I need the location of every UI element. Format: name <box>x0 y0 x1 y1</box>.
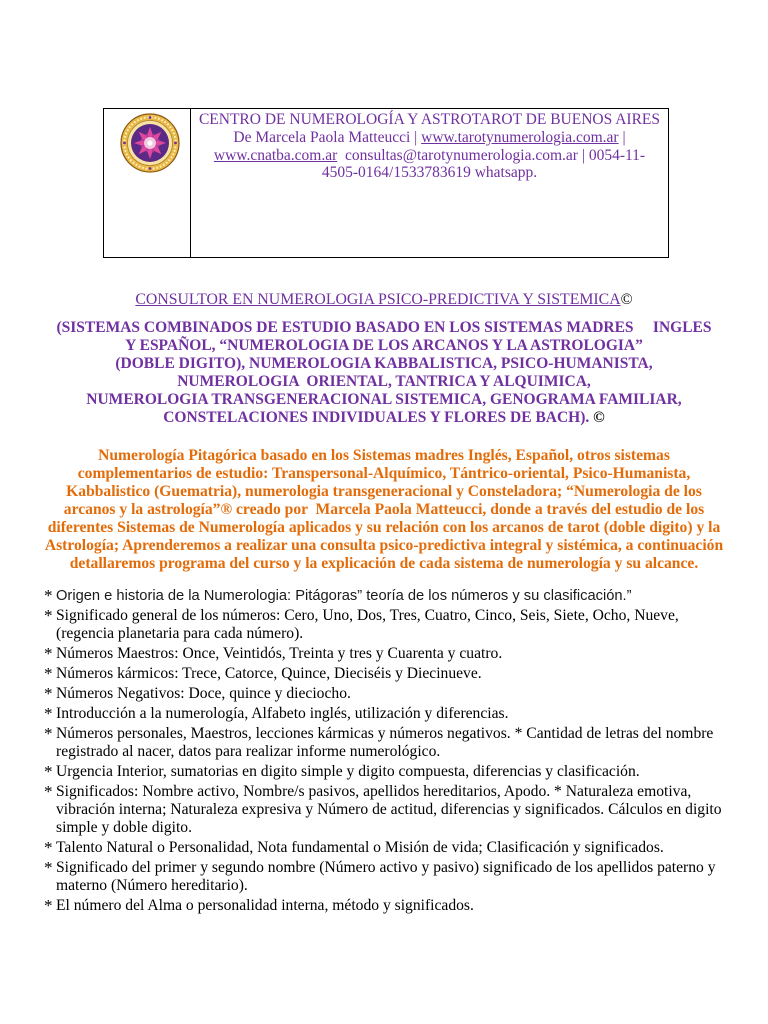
header-info <box>191 111 668 182</box>
syllabus-item-line: Origen e historia de la Numerologia: Pitágoras” teoría de los números y su clasificación.” <box>56 588 632 604</box>
intro-line: Astrología; Aprenderemos a realizar una consulta psico-predictiva integral y sistémica, a continuación <box>44 537 724 554</box>
copyright-symbol: © <box>620 291 633 308</box>
syllabus-list <box>44 587 756 917</box>
syllabus-item-line: Significado general de los números: Cero, Uno, Dos, Tres, Cuatro, Cinco, Seis, Siete, Ocho, Nueve, <box>56 607 679 624</box>
syllabus-item-line: Números personales, Maestros, lecciones kármicas y números negativos. * Cantidad de letras del nombre <box>56 725 714 742</box>
bullet-marker: * <box>44 896 53 915</box>
syllabus-item-line: Números kármicos: Trece, Catorce, Quince, Dieciséis y Diecinueve. <box>56 665 482 682</box>
bullet-marker: * <box>44 762 53 781</box>
syllabus-item-text <box>56 897 756 915</box>
syllabus-item <box>44 859 756 895</box>
course-heading <box>0 291 768 309</box>
bullet-marker: * <box>44 858 53 877</box>
systems-line-text: CONSTELACIONES INDIVIDUALES Y FLORES DE BACH). <box>163 409 594 426</box>
bullet-marker: * <box>44 606 53 625</box>
bullet-marker: * <box>44 664 53 683</box>
contact-line <box>191 147 668 165</box>
syllabus-item <box>44 897 756 915</box>
syllabus-item-line: Introducción a la numerología, Alfabeto inglés, utilización y diferencias. <box>56 705 509 722</box>
syllabus-item-text <box>56 859 756 895</box>
syllabus-item-line: registrado al nacer, datos para realizar informe numerológico. <box>56 743 441 760</box>
syllabus-item-text <box>56 705 756 723</box>
syllabus-item <box>44 705 756 723</box>
syllabus-item-text <box>56 839 756 857</box>
bullet-marker: * <box>44 838 53 857</box>
syllabus-item <box>44 587 756 605</box>
intro-line: arcanos y la astrología”® creado por Marcela Paola Matteucci, donde a través del estudio de los <box>63 501 705 518</box>
contact-email-phone: consultas@tarotynumerologia.com.ar | 0054-11- <box>337 146 646 164</box>
syllabus-item-line: materno (Número hereditario). <box>56 877 248 894</box>
syllabus-item-line: (regencia planetaria para cada número). <box>56 625 304 642</box>
syllabus-item <box>44 783 756 837</box>
intro-line: Kabbalistico (Guematria), numerologia transgeneracional y Consteladora; “Numerologia de los <box>66 483 702 500</box>
separator: | <box>618 128 626 146</box>
systems-paragraph <box>0 319 768 427</box>
systems-line: NUMEROLOGIA ORIENTAL, TANTRICA Y ALQUIMICA, <box>177 373 591 390</box>
syllabus-item-line: Significado del primer y segundo nombre (Número activo y pasivo) significado de los apellidos paterno y <box>56 859 716 876</box>
copyright-symbol: © <box>593 409 605 426</box>
intro-line: detallaremos programa del curso y la explicación de cada sistema de numerología y su alcance. <box>69 555 699 572</box>
author-text: De Marcela Paola Matteucci | <box>233 128 422 146</box>
syllabus-item-line: simple y doble digito. <box>56 819 193 836</box>
syllabus-item <box>44 665 756 683</box>
syllabus-item-text <box>56 685 756 703</box>
intro-paragraph <box>0 447 768 573</box>
bullet-marker: * <box>44 644 53 663</box>
center-title: CENTRO DE NUMEROLOGÍA Y ASTROTAROT DE BUENOS AIRES <box>198 111 661 128</box>
syllabus-item <box>44 607 756 643</box>
intro-line: complementarios de estudio: Transpersonal-Alquímico, Tántrico-oriental, Psico-Humanista, <box>77 465 691 482</box>
website-link-tarotynumerologia[interactable]: www.tarotynumerologia.com.ar <box>421 128 619 146</box>
syllabus-item <box>44 763 756 781</box>
syllabus-item-line: El número del Alma o personalidad interna, método y significados. <box>56 897 474 914</box>
bullet-marker: * <box>44 724 53 743</box>
systems-line: (SISTEMAS COMBINADOS DE ESTUDIO BASADO EN LOS SISTEMAS MADRES INGLES <box>56 319 712 336</box>
intro-line: diferentes Sistemas de Numerología aplicados y su relación con los arcanos de tarot (doble digito) y la <box>47 519 721 536</box>
systems-line: Y ESPAÑOL, “NUMEROLOGIA DE LOS ARCANOS Y LA ASTROLOGIA” <box>125 337 643 354</box>
bullet-marker: * <box>44 782 53 801</box>
syllabus-item-text <box>56 607 756 643</box>
intro-line: Numerología Pitagórica basado en los Sistemas madres Inglés, Español, otros sistemas <box>98 447 670 464</box>
phone-line: 4505-0164/1533783619 whatsapp. <box>321 164 538 182</box>
header-box <box>103 108 669 258</box>
course-heading-text: CONSULTOR EN NUMEROLOGIA PSICO-PREDICTIVA Y SISTEMICA <box>135 291 621 308</box>
systems-line: (DOBLE DIGITO), NUMEROLOGIA KABBALISTICA, PSICO-HUMANISTA, <box>115 355 653 372</box>
syllabus-item-text <box>56 665 756 683</box>
syllabus-item <box>44 725 756 761</box>
syllabus-item-text <box>56 763 756 781</box>
author-line <box>191 129 668 147</box>
syllabus-item-text <box>56 645 756 663</box>
bullet-marker: * <box>44 586 53 605</box>
syllabus-item <box>44 685 756 703</box>
bullet-marker: * <box>44 704 53 723</box>
systems-line <box>0 409 768 427</box>
syllabus-item-text <box>56 725 756 761</box>
syllabus-item-line: Números Maestros: Once, Veintidós, Treinta y tres y Cuarenta y cuatro. <box>56 645 503 662</box>
syllabus-item-line: Significados: Nombre activo, Nombre/s pasivos, apellidos hereditarios, Apodo. * Naturaleza emotiva, <box>56 783 692 800</box>
syllabus-item-line: Números Negativos: Doce, quince y dieciocho. <box>56 685 351 702</box>
syllabus-item <box>44 839 756 857</box>
systems-line: NUMEROLOGIA TRANSGENERACIONAL SISTEMICA, GENOGRAMA FAMILIAR, <box>86 391 682 408</box>
syllabus-item-text <box>56 587 756 605</box>
syllabus-item-line: Talento Natural o Personalidad, Nota fundamental o Misión de vida; Clasificación y significados. <box>56 839 664 856</box>
syllabus-item-line: Urgencia Interior, sumatorias en digito simple y digito compuesta, diferencias y clasificación. <box>56 763 640 780</box>
website-link-cnatba[interactable]: www.cnatba.com.ar <box>213 146 338 164</box>
bullet-marker: * <box>44 684 53 703</box>
center-logo <box>120 113 180 173</box>
syllabus-item-line: vibración interna; Naturaleza expresiva y Número de actitud, diferencias y significados. Cálculos en digito <box>56 801 722 818</box>
syllabus-item-text <box>56 783 756 837</box>
syllabus-item <box>44 645 756 663</box>
